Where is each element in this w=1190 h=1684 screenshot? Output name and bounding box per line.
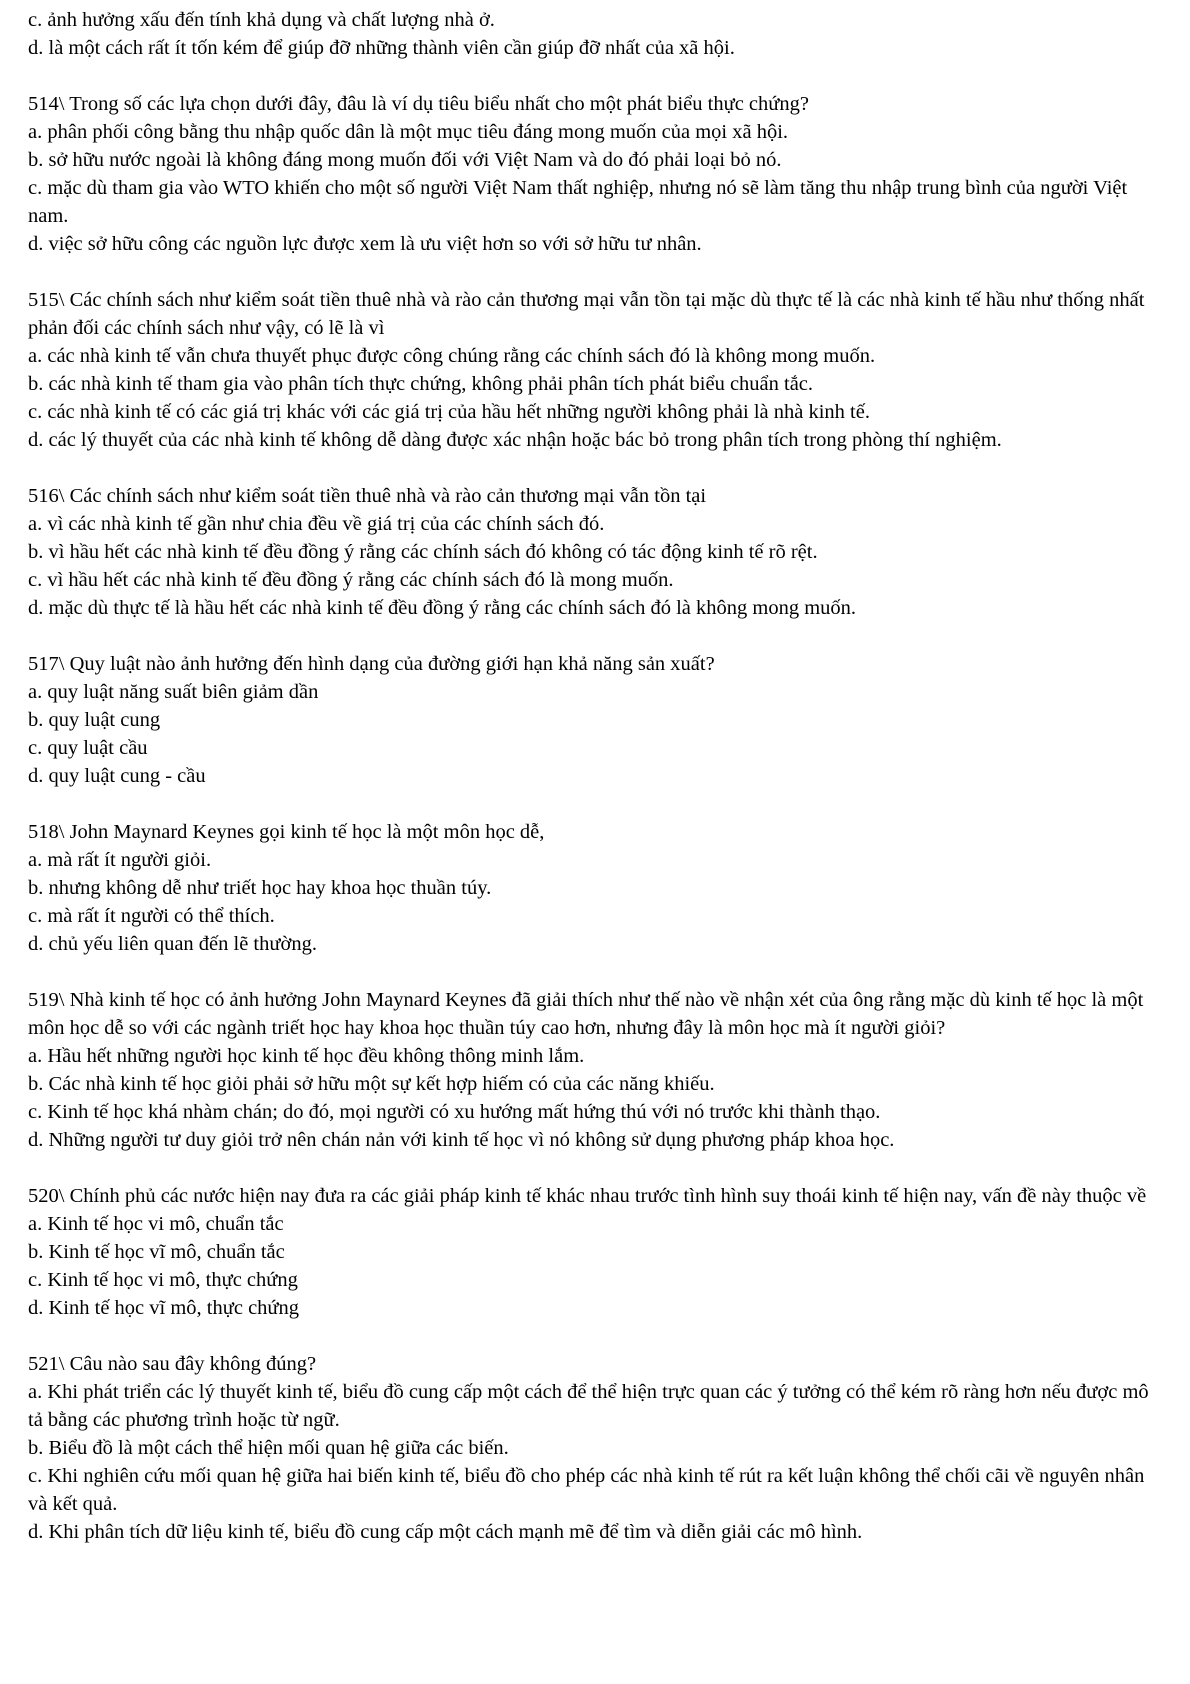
option-c: c. mà rất ít người có thể thích.: [28, 905, 275, 927]
question-516: [28, 482, 1168, 622]
option-d: d. việc sở hữu công các nguồn lực được xem là ưu việt hơn so với sở hữu tư nhân.: [28, 233, 702, 255]
option-c: c. quy luật cầu: [28, 737, 148, 759]
option-d: d. mặc dù thực tế là hầu hết các nhà kinh tế đều đồng ý rằng các chính sách đó là không mong muốn.: [28, 597, 857, 619]
option-b: b. sở hữu nước ngoài là không đáng mong muốn đối với Việt Nam và do đó phải loại bỏ nó.: [28, 149, 782, 171]
option-b: b. các nhà kinh tế tham gia vào phân tích thực chứng, không phải phân tích phát biểu chuẩn tắc.: [28, 373, 814, 395]
option-a: a. Hầu hết những người học kinh tế học đều không thông minh lắm.: [28, 1045, 585, 1067]
option-b: b. nhưng không dễ như triết học hay khoa học thuần túy.: [28, 877, 492, 899]
question-stem: 520\ Chính phủ các nước hiện nay đưa ra các giải pháp kinh tế khác nhau trước tình hình suy thoái kinh tế hiện nay, vấn đề này thuộc về: [28, 1185, 1147, 1207]
option-a: a. quy luật năng suất biên giảm dần: [28, 681, 319, 703]
question-stem: 519\ Nhà kinh tế học có ảnh hưởng John Maynard Keynes đã giải thích như thế nào về nhận xét của ông rằng mặc dù kinh tế học là một môn học dễ so với các ngành triết học hay khoa học thuần túy cao hơn, nhưng đây là môn học mà ít người giỏi?: [28, 989, 1144, 1039]
question-517: [28, 650, 1168, 790]
option-c: c. Kinh tế học vi mô, thực chứng: [28, 1269, 298, 1291]
option-a: a. vì các nhà kinh tế gần như chia đều về giá trị của các chính sách đó.: [28, 513, 605, 535]
question-stem: 518\ John Maynard Keynes gọi kinh tế học là một môn học dễ,: [28, 821, 545, 843]
option-b: b. quy luật cung: [28, 709, 161, 731]
question-520: [28, 1182, 1168, 1322]
question-514: [28, 90, 1168, 258]
question-stem: 514\ Trong số các lựa chọn dưới đây, đâu là ví dụ tiêu biểu nhất cho một phát biểu thực chứng?: [28, 93, 809, 115]
option-d: d. Khi phân tích dữ liệu kinh tế, biểu đồ cung cấp một cách mạnh mẽ để tìm và diễn giải các mô hình.: [28, 1521, 863, 1543]
question-518: [28, 818, 1168, 958]
option-c: c. Kinh tế học khá nhàm chán; do đó, mọi người có xu hướng mất hứng thú với nó trước khi thành thạo.: [28, 1101, 881, 1123]
option-c: c. các nhà kinh tế có các giá trị khác với các giá trị của hầu hết những người không phải là nhà kinh tế.: [28, 401, 870, 423]
document-page: [28, 6, 1168, 1574]
option-line: c. ảnh hưởng xấu đến tính khả dụng và chất lượng nhà ở.: [28, 9, 495, 31]
question-521: [28, 1350, 1168, 1546]
option-d: d. Kinh tế học vĩ mô, thực chứng: [28, 1297, 300, 1319]
option-d: d. các lý thuyết của các nhà kinh tế không dễ dàng được xác nhận hoặc bác bỏ trong phân tích trong phòng thí nghiệm.: [28, 429, 1002, 451]
option-a: a. phân phối công bằng thu nhập quốc dân là một mục tiêu đáng mong muốn của mọi xã hội.: [28, 121, 789, 143]
option-c: c. mặc dù tham gia vào WTO khiến cho một số người Việt Nam thất nghiệp, nhưng nó sẽ làm tăng thu nhập trung bình của người Việt nam.: [28, 177, 1128, 227]
option-a: a. các nhà kinh tế vẫn chưa thuyết phục được công chúng rằng các chính sách đó là không mong muốn.: [28, 345, 876, 367]
question-stem: 516\ Các chính sách như kiểm soát tiền thuê nhà và rào cản thương mại vẫn tồn tại: [28, 485, 707, 507]
lead-in-options: [28, 6, 1168, 62]
option-b: b. Biểu đồ là một cách thể hiện mối quan hệ giữa các biến.: [28, 1437, 509, 1459]
option-d: d. Những người tư duy giỏi trở nên chán nản với kinh tế học vì nó không sử dụng phương pháp khoa học.: [28, 1129, 895, 1151]
question-stem: 521\ Câu nào sau đây không đúng?: [28, 1353, 317, 1375]
option-a: a. Kinh tế học vi mô, chuẩn tắc: [28, 1213, 284, 1235]
question-519: [28, 986, 1168, 1154]
option-d: d. quy luật cung - cầu: [28, 765, 206, 787]
option-b: b. vì hầu hết các nhà kinh tế đều đồng ý rằng các chính sách đó không có tác động kinh tế rõ rệt.: [28, 541, 818, 563]
option-a: a. Khi phát triển các lý thuyết kinh tế, biểu đồ cung cấp một cách để thể hiện trực quan các ý tưởng có thể kém rõ ràng hơn nếu được mô tả bằng các phương trình hoặc từ ngữ.: [28, 1381, 1149, 1431]
option-a: a. mà rất ít người giỏi.: [28, 849, 212, 871]
option-b: b. Các nhà kinh tế học giỏi phải sở hữu một sự kết hợp hiếm có của các năng khiếu.: [28, 1073, 715, 1095]
option-c: c. vì hầu hết các nhà kinh tế đều đồng ý rằng các chính sách đó là mong muốn.: [28, 569, 674, 591]
question-stem: 515\ Các chính sách như kiểm soát tiền thuê nhà và rào cản thương mại vẫn tồn tại mặc dù thực tế là các nhà kinh tế hầu như thống nhất phản đối các chính sách như vậy, có lẽ là vì: [28, 289, 1145, 339]
option-line: d. là một cách rất ít tốn kém để giúp đỡ những thành viên cần giúp đỡ nhất của xã hội.: [28, 37, 735, 59]
question-515: [28, 286, 1168, 454]
option-c: c. Khi nghiên cứu mối quan hệ giữa hai biến kinh tế, biểu đồ cho phép các nhà kinh tế rút ra kết luận không thể chối cãi về nguyên nhân và kết quả.: [28, 1465, 1145, 1515]
option-d: d. chủ yếu liên quan đến lẽ thường.: [28, 933, 317, 955]
option-b: b. Kinh tế học vĩ mô, chuẩn tắc: [28, 1241, 285, 1263]
question-stem: 517\ Quy luật nào ảnh hưởng đến hình dạng của đường giới hạn khả năng sản xuất?: [28, 653, 715, 675]
